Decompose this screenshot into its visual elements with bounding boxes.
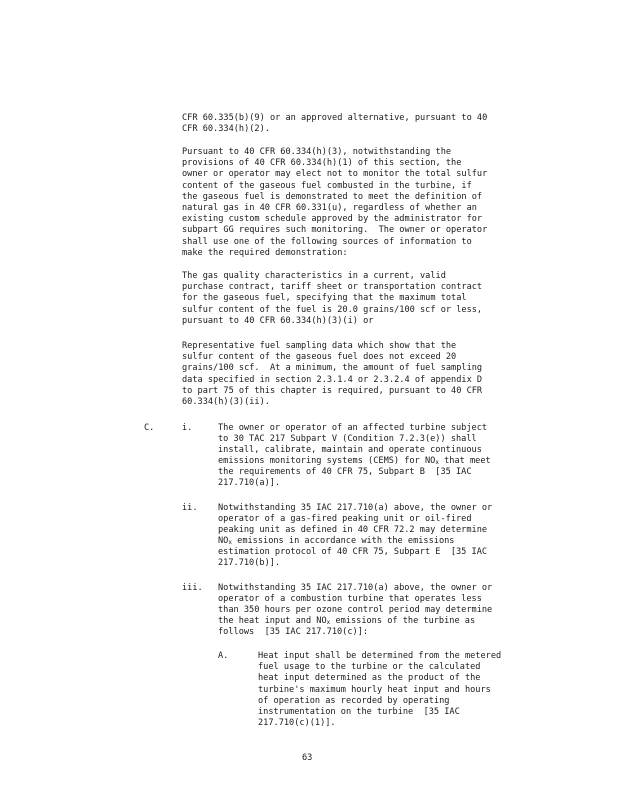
item-i-line4-text: emissions monitoring systems (CEMS) for NO [218,456,436,466]
nox-subscript: x [435,459,439,466]
item-iii-number: iii. [182,583,203,593]
nox-subscript: x [228,539,232,546]
gas-quality-paragraph: The gas quality characteristics in a current, valid purchase contract, tariff sheet or transportation contract for the gaseous fuel, specifying that the maximum total sulfur content of the fuel is 20.0 grains/100 scf or less, pursuant to 40 CFR 60.334(h)(3)(i) or [182,271,483,326]
item-iii-line: operator of a combustion turbine that operates less [218,594,482,604]
page-number: 63 [302,753,313,763]
item-i-number: i. [182,423,193,433]
item-ii-line: estimation protocol of 40 CFR 75, Subpart E [35 IAC [218,547,488,557]
item-iii-line: than 350 hours per ozone control period may determine [218,605,493,615]
item-i-line4-tail: that meet [438,456,491,466]
item-ii-line: 217.710(b)]. [218,558,281,568]
item-ii-line: peaking unit as defined in 40 CFR 72.2 may determine [218,525,488,535]
pursuant-paragraph: Pursuant to 40 CFR 60.334(h)(3), notwithstanding the provisions of 40 CFR 60.334(h)(1) of this section, the owner or operator may elect not to monitor the total sulfur content of the gaseous fuel combusted in the turbine, if the gaseous fuel is demonstrated to meet the definition of natural gas in 40 CFR 60.331(u), regardless of whether an existing custom schedule approved by the administrator for subpart GG requires such monitoring. The owner or operator shall use one of the following sources of information to make the required demonstration: [182,147,488,258]
item-ii-number: ii. [182,503,198,513]
item-ii-line: operator of a gas-fired peaking unit or oil-fired [218,514,472,524]
item-i-line: install, calibrate, maintain and operate continuous [218,445,482,455]
representative-sampling-paragraph: Representative fuel sampling data which show that the sulfur content of the gaseous fuel does not exceed 20 grains/100 scf. At a minimum, the amount of fuel sampling data specified in section 2.3.1.4 or 2.3.2.4 of appendix D to part 75 of this chapter is required, pursuant to 40 CFR 60.334(h)(3)(ii). [182,341,483,408]
item-ii-line: Notwithstanding 35 IAC 217.710(a) above, the owner or [218,503,493,513]
item-iii-line4a: the heat input and NO [218,616,327,626]
nox-subscript: x [326,619,331,626]
item-iii-line4b: emissions of the turbine as [330,616,476,626]
item-i-line [218,456,491,467]
item-c-letter: C. [144,423,155,433]
item-i-line: The owner or operator of an affected turbine subject [218,423,488,433]
item-ii-line4a: NO [218,536,229,546]
item-i-line: the requirements of 40 CFR 75, Subpart B [35 IAC [218,467,472,477]
item-iii-line: Notwithstanding 35 IAC 217.710(a) above, the owner or [218,583,493,593]
continued-paragraph: CFR 60.335(b)(9) or an approved alternative, pursuant to 40 CFR 60.334(h)(2). [182,113,488,135]
item-A-text: Heat input shall be determined from the metered fuel usage to the turbine or the calculated heat input determined as the product of the turbine's maximum hourly heat input and hours of operation as recorded by operating instrumentation on the turbine [35 IAC 217.710(c)(1)]. [258,651,502,729]
item-iii-line: follows [35 IAC 217.710(c)]: [218,627,369,637]
item-A-letter: A. [218,651,229,661]
item-ii-line [218,536,454,547]
item-ii-line4b: emissions in accordance with the emissions [231,536,455,546]
item-i-line: to 30 TAC 217 Subpart V (Condition 7.2.3(e)) shall [218,434,477,444]
item-i-line: 217.710(a)]. [218,478,281,488]
item-iii-line [218,616,475,627]
